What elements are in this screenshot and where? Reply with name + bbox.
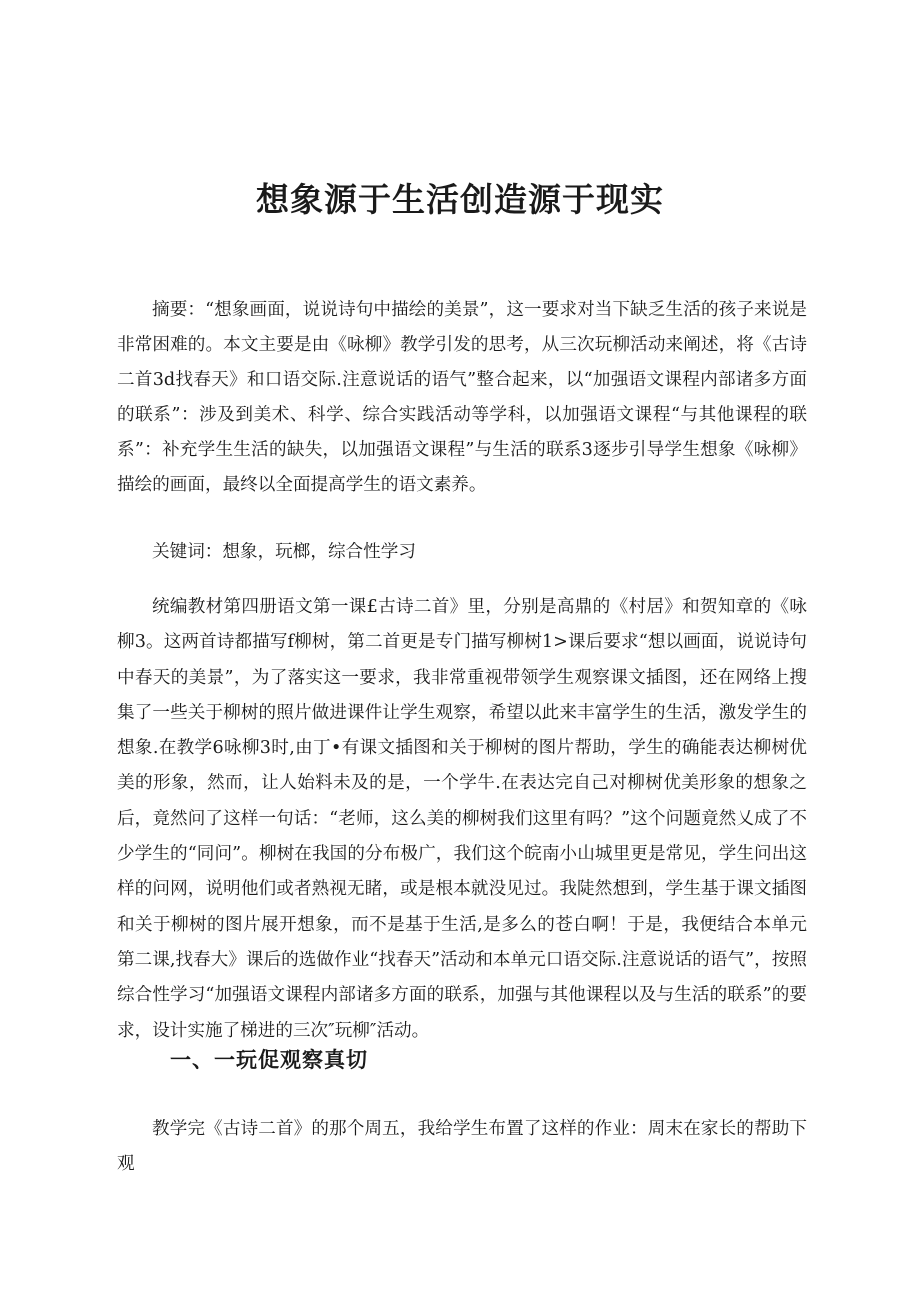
section-heading: 一、一玩促观察真切 xyxy=(170,1047,368,1073)
body-paragraph: 统编教材第四册语文第一课£古诗二首》里，分别是高鼎的《村居》和贺知章的《咏柳3。这两首诗都描写f柳树，第二首更是专门描写柳树1>课后要求“想以画面，说说诗句中春天的美景”，为了落实这一要求，我非常重视带领学生观察课文插图，还在网络上搜集了一些关于柳树的照片做进课件让学生观察，希望以此来丰富学生的生活，激发学生的想象.在教学6咏柳3时,由丁•有课文插图和关于柳树的图片帮助，学生的确能表达柳树优美的形象，然而，让人始料未及的是，一个学牛.在表达完自己对柳树优美形象的想象之后，竟然问了这样一句话：“老师，这么美的柳树我们这里有吗？”这个问题竟然乂成了不少学生的“同问”。柳树在我国的分布极广，我们这个皖南小山城里更是常见，学生问出这样的问网，说明他们或者熟视无睹，或是根本就没见过。我陡然想到，学生基于课文插图和关于柳树的图片展开想象，而不是基于生活,是多么的苍白啊！于是，我便结合本单元第二课,找春大》课后的选做作业“找春天”活动和本单元口语交际.注意说话的语气”，按照综合性学习“加强语文课程内部诸多方面的联系，加强与其他课程以及与生活的联系”的要求，设计实施了梯进的三次″玩柳″活动。 xyxy=(117,597,807,1041)
body-paragraph: 教学完《古诗二首》的那个周五，我给学生布置了这样的作业：周末在家长的帮助下观 xyxy=(117,1119,807,1174)
keywords-line: 关键词：想象，玩榔，综合性学习 xyxy=(152,542,416,562)
document-title: 想象源于生活创造源于现实 xyxy=(256,180,664,220)
abstract-paragraph: 摘要：“想象画面，说说诗句中描绘的美景”，这一要求对当下缺乏生活的孩子来说是非常困难的。本文主要是由《咏柳》教学引发的思考，从三次玩柳活动来阐述，将《古诗二首3d找春天》和口语交际.注意说话的语气”整合起来，以“加强语文课程内部诸多方面的联系”：涉及到美术、科学、综合实践活动等学科，以加强语文课程“与其他课程的联系”：补充学生生活的缺失，以加强语文课程”与生活的联系3逐步引导学生想象《咏柳》描绘的画面，最终以全面提高学生的语文素养。 xyxy=(117,300,807,495)
